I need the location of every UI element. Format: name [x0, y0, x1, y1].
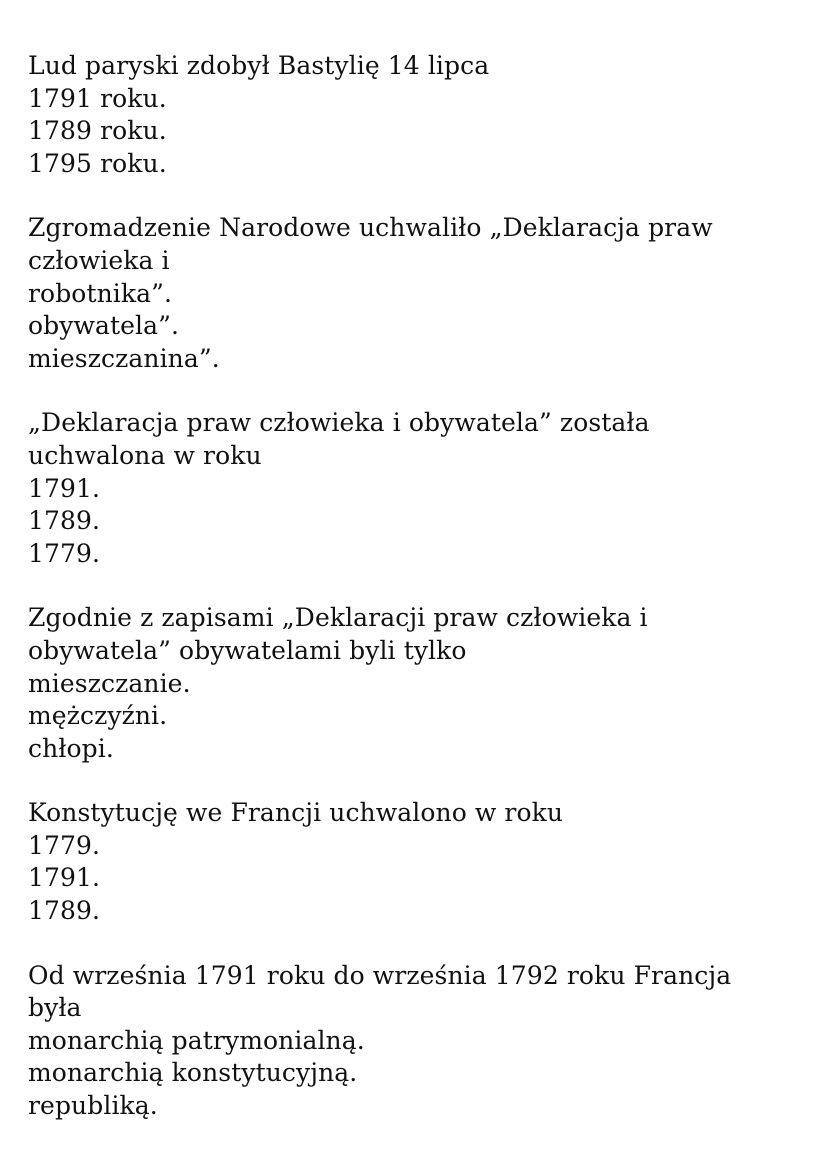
- question-prompt-line: uchwalona w roku: [28, 440, 262, 470]
- answer-option[interactable]: 1789.: [28, 896, 101, 926]
- answer-option[interactable]: chłopi.: [28, 733, 114, 763]
- question-2: [28, 212, 808, 375]
- answer-option[interactable]: 1791.: [28, 863, 101, 893]
- answer-option[interactable]: monarchią konstytucyjną.: [28, 1058, 358, 1088]
- answer-option[interactable]: republiką.: [28, 1091, 158, 1121]
- document-body: [28, 50, 808, 1155]
- answer-option[interactable]: mieszczanina”.: [28, 343, 220, 373]
- answer-option[interactable]: robotnika”.: [28, 278, 173, 308]
- question-prompt-line: Lud paryski zdobył Bastylię 14 lipca: [28, 51, 490, 80]
- question-3: [28, 407, 808, 570]
- answer-option[interactable]: 1779.: [28, 830, 101, 860]
- question-1: [28, 50, 808, 180]
- answer-option[interactable]: obywatela”.: [28, 311, 180, 341]
- question-5: [28, 797, 808, 927]
- answer-option[interactable]: monarchią patrymonialną.: [28, 1025, 365, 1055]
- question-prompt-line: Zgromadzenie Narodowe uchwaliło „Deklaracja praw: [28, 213, 713, 243]
- question-prompt-line: Od września 1791 roku do września 1792 roku Francja: [28, 960, 732, 990]
- answer-option[interactable]: 1789 roku.: [28, 116, 167, 146]
- answer-option[interactable]: 1795 roku.: [28, 148, 167, 178]
- question-4: [28, 602, 808, 765]
- answer-option[interactable]: 1791.: [28, 473, 101, 503]
- answer-option[interactable]: mieszczanie.: [28, 668, 191, 698]
- question-prompt-line: Konstytucję we Francji uchwalono w roku: [28, 798, 564, 828]
- question-prompt-line: obywatela” obywatelami byli tylko: [28, 635, 467, 665]
- question-prompt-line: była: [28, 993, 82, 1023]
- answer-option[interactable]: 1779.: [28, 538, 101, 568]
- answer-option[interactable]: 1791 roku.: [28, 83, 167, 113]
- answer-option[interactable]: 1789.: [28, 506, 101, 536]
- question-prompt-line: człowieka i: [28, 245, 170, 275]
- question-prompt-line: „Deklaracja praw człowieka i obywatela” została: [28, 408, 650, 438]
- answer-option[interactable]: mężczyźni.: [28, 701, 168, 731]
- question-6: [28, 960, 808, 1123]
- question-prompt-line: Zgodnie z zapisami „Deklaracji praw człowieka i: [28, 603, 648, 633]
